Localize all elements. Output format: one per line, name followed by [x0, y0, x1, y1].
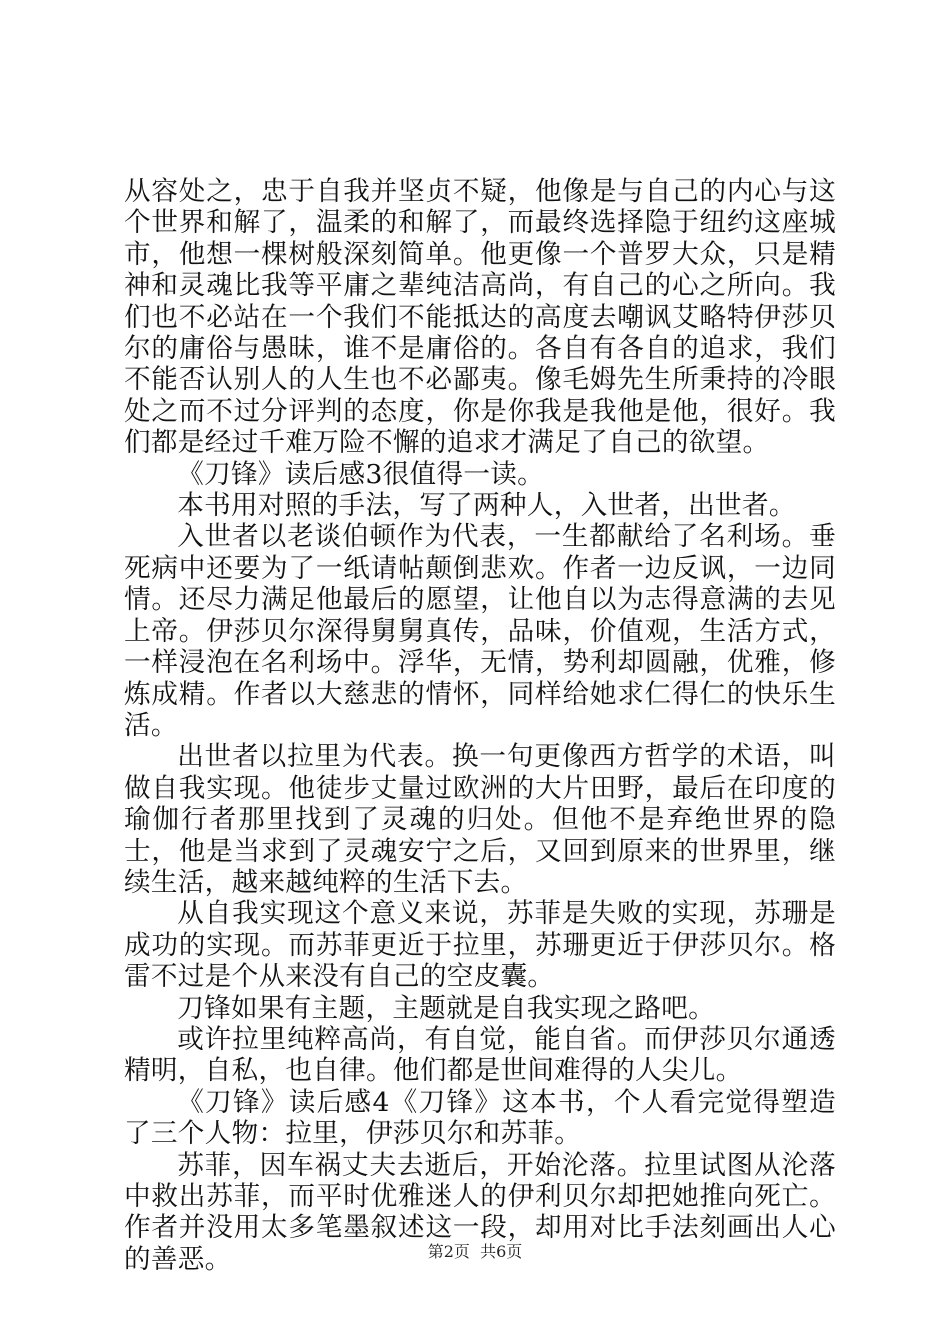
- paragraph: 刀锋如果有主题，主题就是自我实现之路吧。: [177, 992, 716, 1024]
- paragraph: 出世者以拉里为代表。换一句更像西方哲学的术语，叫做自我实现。他徒步丈量过欧洲的大片田野，最后在印度的瑜伽行者那里找到了灵魂的归处。但他不是弃绝世界的隐士，他是当求到了灵魂安宁之后，又回到原来的世界里，继续生活，越来越纯粹的生活下去。: [124, 741, 836, 898]
- paragraph: 《刀锋》读后感3很值得一读。: [177, 458, 545, 490]
- paragraph: 本书用对照的手法，写了两种人，入世者，出世者。: [177, 490, 796, 522]
- body-text: [124, 176, 836, 1275]
- paragraph: 或许拉里纯粹高尚，有自觉，能自省。而伊莎贝尔通透精明，自私，也自律。他们都是世间难得的人尖儿。: [124, 1023, 836, 1087]
- paragraph: 从容处之，忠于自我并坚贞不疑，他像是与自己的内心与这个世界和解了，温柔的和解了，而最终选择隐于纽约这座城市，他想一棵树般深刻简单。他更像一个普罗大众，只是精神和灵魂比我等平庸之辈纯洁高尚，有自己的心之所向。我们也不必站在一个我们不能抵达的高度去嘲讽艾略特伊莎贝尔的庸俗与愚昧，谁不是庸俗的。各自有各自的追求，我们不能否认别人的人生也不必鄙夷。像毛姆先生所秉持的冷眼处之而不过分评判的态度，你是你我是我他是他，很好。我们都是经过千难万险不懈的追求才满足了自己的欲望。: [124, 176, 836, 459]
- paragraph: 《刀锋》读后感4《刀锋》这本书，个人看完觉得塑造了三个人物：拉里，伊莎贝尔和苏菲。: [124, 1086, 836, 1150]
- paragraph: 从自我实现这个意义来说，苏菲是失败的实现，苏珊是成功的实现。而苏菲更近于拉里，苏珊更近于伊莎贝尔。格雷不过是个从来没有自己的空皮囊。: [124, 898, 836, 993]
- paragraph: 入世者以老谈伯顿作为代表，一生都献给了名利场。垂死病中还要为了一纸请帖颠倒悲欢。作者一边反讽，一边同情。还尽力满足他最后的愿望，让他自以为志得意满的去见上帝。伊莎贝尔深得舅舅真传，品味，价值观，生活方式，一样浸泡在名利场中。浮华，无情，势利却圆融，优雅，修炼成精。作者以大慈悲的情怀，同样给她求仁得仁的快乐生活。: [124, 521, 836, 741]
- page-footer: 第2页 共6页: [427, 1242, 523, 1261]
- paragraph: 苏菲，因车祸丈夫去逝后，开始沦落。拉里试图从沦落中救出苏菲，而平时优雅迷人的伊利贝尔却把她推向死亡。作者并没用太多笔墨叙述这一段，却用对比手法刻画出人心的善恶。: [124, 1149, 836, 1275]
